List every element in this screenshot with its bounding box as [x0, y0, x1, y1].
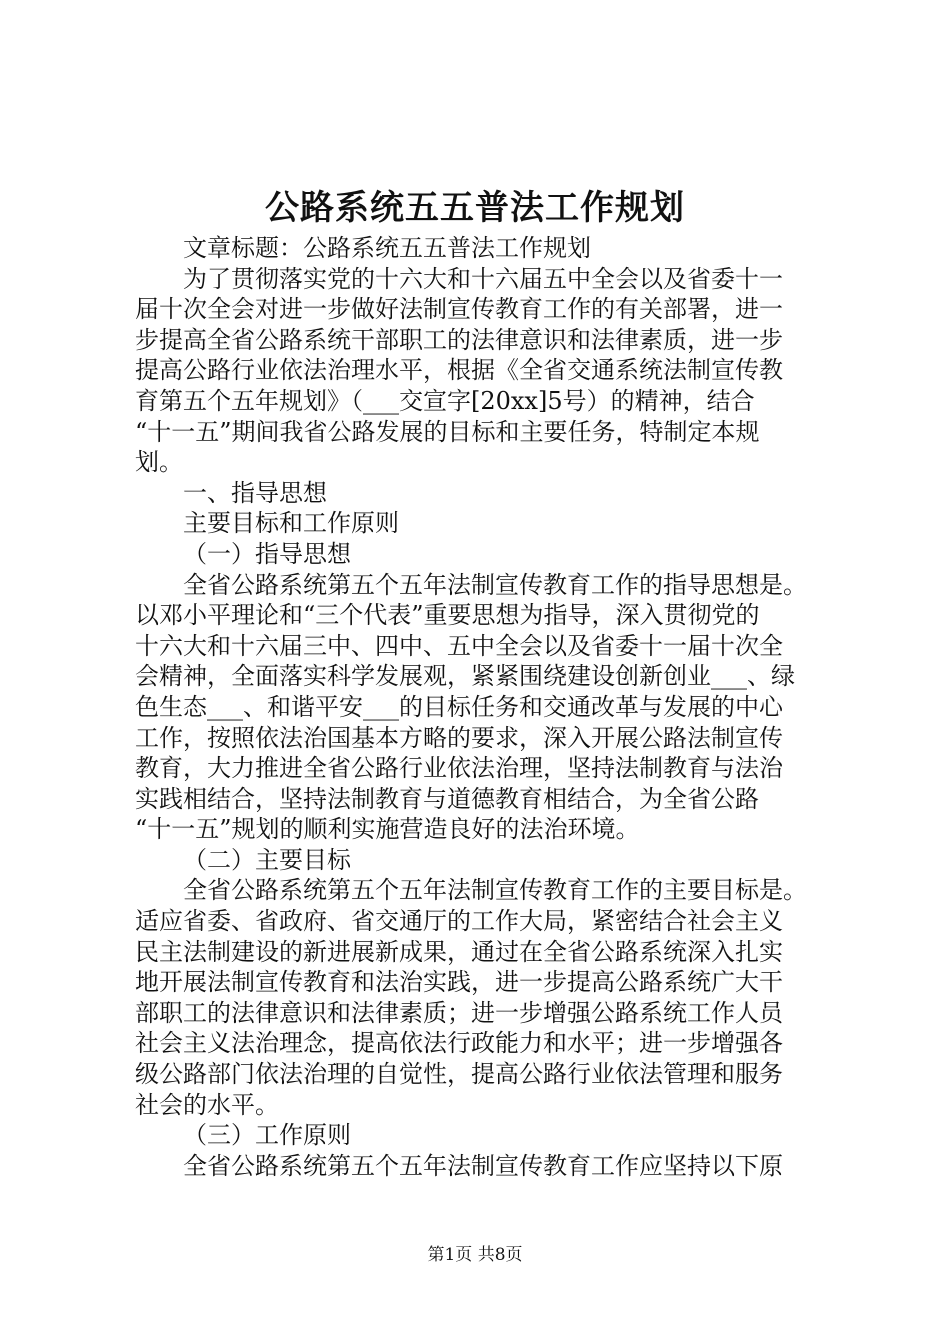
body-line: 适应省委、省政府、省交通厅的工作大局，紧密结合社会主义 — [135, 907, 783, 936]
body-line: 十六大和十六届三中、四中、五中全会以及省委十一届十次全 — [135, 631, 783, 660]
body-line: 实践相结合，坚持法制教育与道德教育相结合，为全省公路 — [135, 784, 759, 813]
body-line: 工作，按照依法治国基本方略的要求，深入开展公路法制宣传 — [135, 723, 783, 752]
body-line: 社会的水平。 — [135, 1090, 279, 1119]
body-line: “十一五”期间我省公路发展的目标和主要任务，特制定本规 — [135, 417, 760, 446]
document-body — [135, 233, 825, 1181]
page-footer: 第1页 共8页 — [427, 1245, 523, 1265]
body-line: 全省公路系统第五个五年法制宣传教育工作的指导思想是。 — [183, 570, 807, 599]
body-line: 提高公路行业依法治理水平，根据《全省交通系统法制宣传教 — [135, 356, 783, 385]
body-line: 届十次全会对进一步做好法制宣传教育工作的有关部署，进一 — [135, 295, 783, 324]
body-line: 全省公路系统第五个五年法制宣传教育工作的主要目标是。 — [183, 876, 807, 905]
body-line: 民主法制建设的新进展新成果，通过在全省公路系统深入扎实 — [135, 937, 783, 966]
body-line: （三）工作原则 — [183, 1121, 351, 1150]
body-line: 会精神，全面落实科学发展观，紧紧围绕建设创新创业___、绿 — [135, 662, 795, 691]
body-line: 色生态___、和谐平安___的目标任务和交通改革与发展的中心 — [135, 692, 783, 721]
body-line: 育第五个五年规划》（___交宣字[20xx]5号）的精神，结合 — [135, 386, 755, 415]
body-line: 步提高全省公路系统干部职工的法律意识和法律素质，进一步 — [135, 325, 783, 354]
body-line: 社会主义法治理念，提高依法行政能力和水平；进一步增强各 — [135, 1029, 783, 1058]
body-line: （一）指导思想 — [183, 539, 351, 568]
body-line: 级公路部门依法治理的自觉性，提高公路行业依法管理和服务 — [135, 1060, 783, 1089]
body-line: 主要目标和工作原则 — [183, 509, 399, 538]
body-line: 一、指导思想 — [183, 478, 327, 507]
body-line: 全省公路系统第五个五年法制宣传教育工作应坚持以下原 — [183, 1151, 783, 1180]
body-line: 部职工的法律意识和法律素质；进一步增强公路系统工作人员 — [135, 998, 783, 1027]
body-line: 划。 — [135, 448, 183, 477]
body-line: 为了贯彻落实党的十六大和十六届五中全会以及省委十一 — [183, 264, 783, 293]
body-line: 教育，大力推进全省公路行业依法治理，坚持法制教育与法治 — [135, 754, 783, 783]
body-line: “十一五”规划的顺利实施营造良好的法治环境。 — [135, 815, 640, 844]
body-line: 地开展法制宣传教育和法治实践，进一步提高公路系统广大干 — [135, 968, 783, 997]
body-line: 以邓小平理论和“三个代表”重要思想为指导，深入贯彻党的 — [135, 601, 760, 630]
body-line: （二）主要目标 — [183, 845, 351, 874]
document-title: 公路系统五五普法工作规划 — [265, 188, 685, 228]
body-line: 文章标题：公路系统五五普法工作规划 — [183, 234, 591, 262]
